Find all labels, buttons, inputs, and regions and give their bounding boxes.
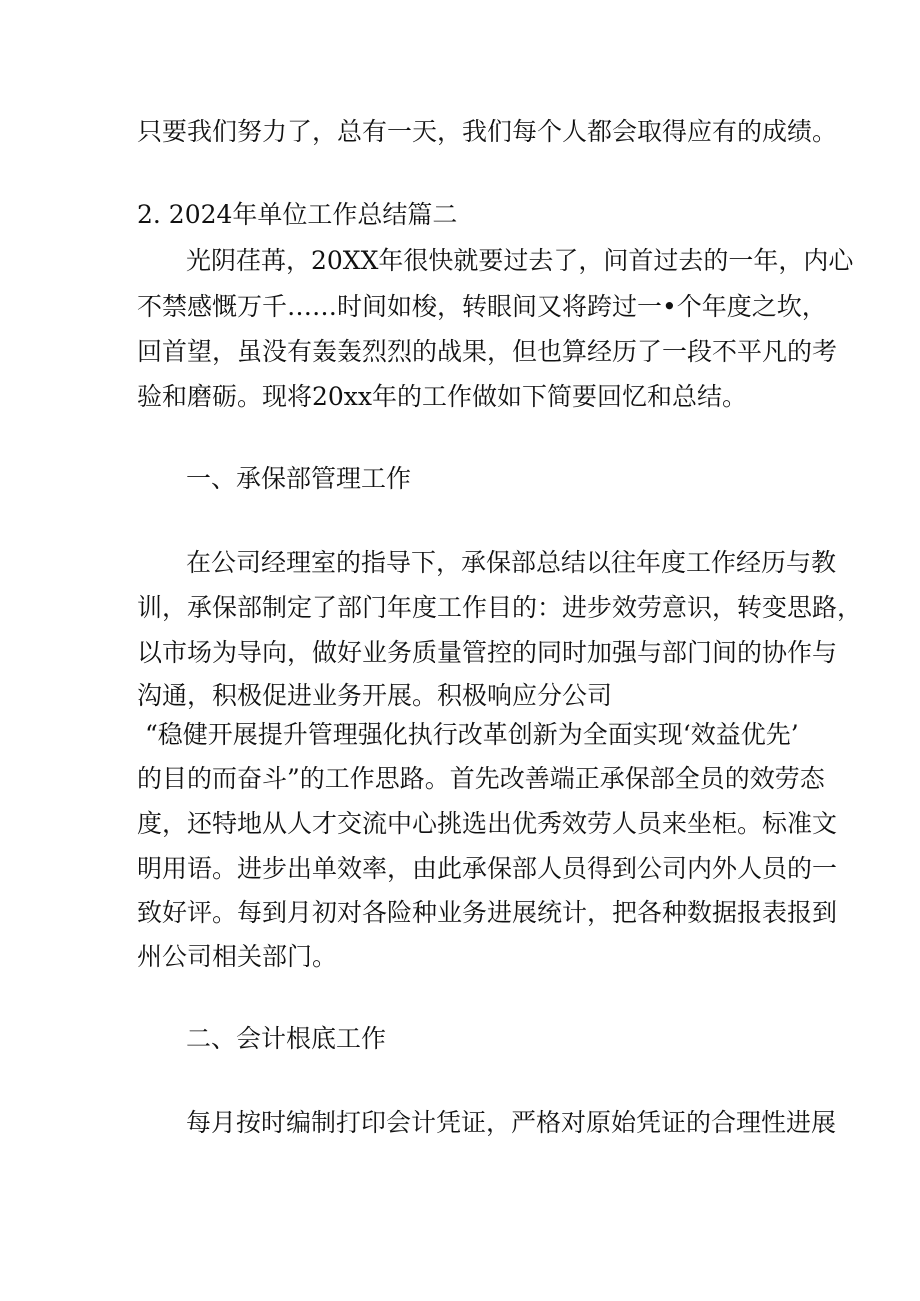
paragraph-line: 验和磨砺。现将20xx年的工作做如下简要回忆和总结。 (137, 382, 748, 411)
paragraph-line: 度，还特地从人才交流中心挑选出优秀效劳人员来坐柜。标准文 (137, 809, 838, 838)
section2-heading: 二、会计根底工作 (186, 1024, 387, 1053)
paragraph-line: 回首望，虽没有轰轰烈烈的战果，但也算经历了一段不平凡的考 (137, 337, 838, 366)
paragraph-line: 每月按时编制打印会计凭证，严格对原始凭证的合理性进展 (186, 1108, 837, 1137)
paragraph-line: 在公司经理室的指导下，承保部总结以往年度工作经历与教 (186, 548, 837, 577)
article-title: 2. 2024年单位工作总结篇二 (137, 200, 458, 229)
paragraph-line: 光阴荏苒，20XX年很快就要过去了，问首过去的一年，内心 (186, 246, 854, 275)
paragraph-line: 训，承保部制定了部门年度工作目的：进步效劳意识，转变思路， (137, 593, 863, 622)
paragraph-line: “稳健开展提升管理强化执行改革创新为全面实现‘效益优先’ (145, 720, 799, 749)
paragraph-line: 州公司相关部门。 (137, 942, 338, 971)
paragraph-line: 致好评。每到月初对各险种业务进展统计，把各种数据报表报到 (137, 898, 838, 927)
paragraph-line: 不禁感慨万千……时间如梭，转眼间又将跨过一•个年度之坎， (137, 292, 827, 321)
paragraph-line: 以市场为导向，做好业务质量管控的同时加强与部门间的协作与 (137, 638, 838, 667)
closing-line: 只要我们努力了，总有一天，我们每个人都会取得应有的成绩。 (137, 117, 838, 146)
paragraph-line: 明用语。进步出单效率，由此承保部人员得到公司内外人员的一 (137, 854, 838, 883)
section1-heading: 一、承保部管理工作 (186, 464, 412, 493)
paragraph-line: 沟通，积极促进业务开展。积极响应分公司 (137, 681, 613, 710)
paragraph-line: 的目的而奋斗”的工作思路。首先改善端正承保部全员的效劳态 (137, 764, 825, 793)
